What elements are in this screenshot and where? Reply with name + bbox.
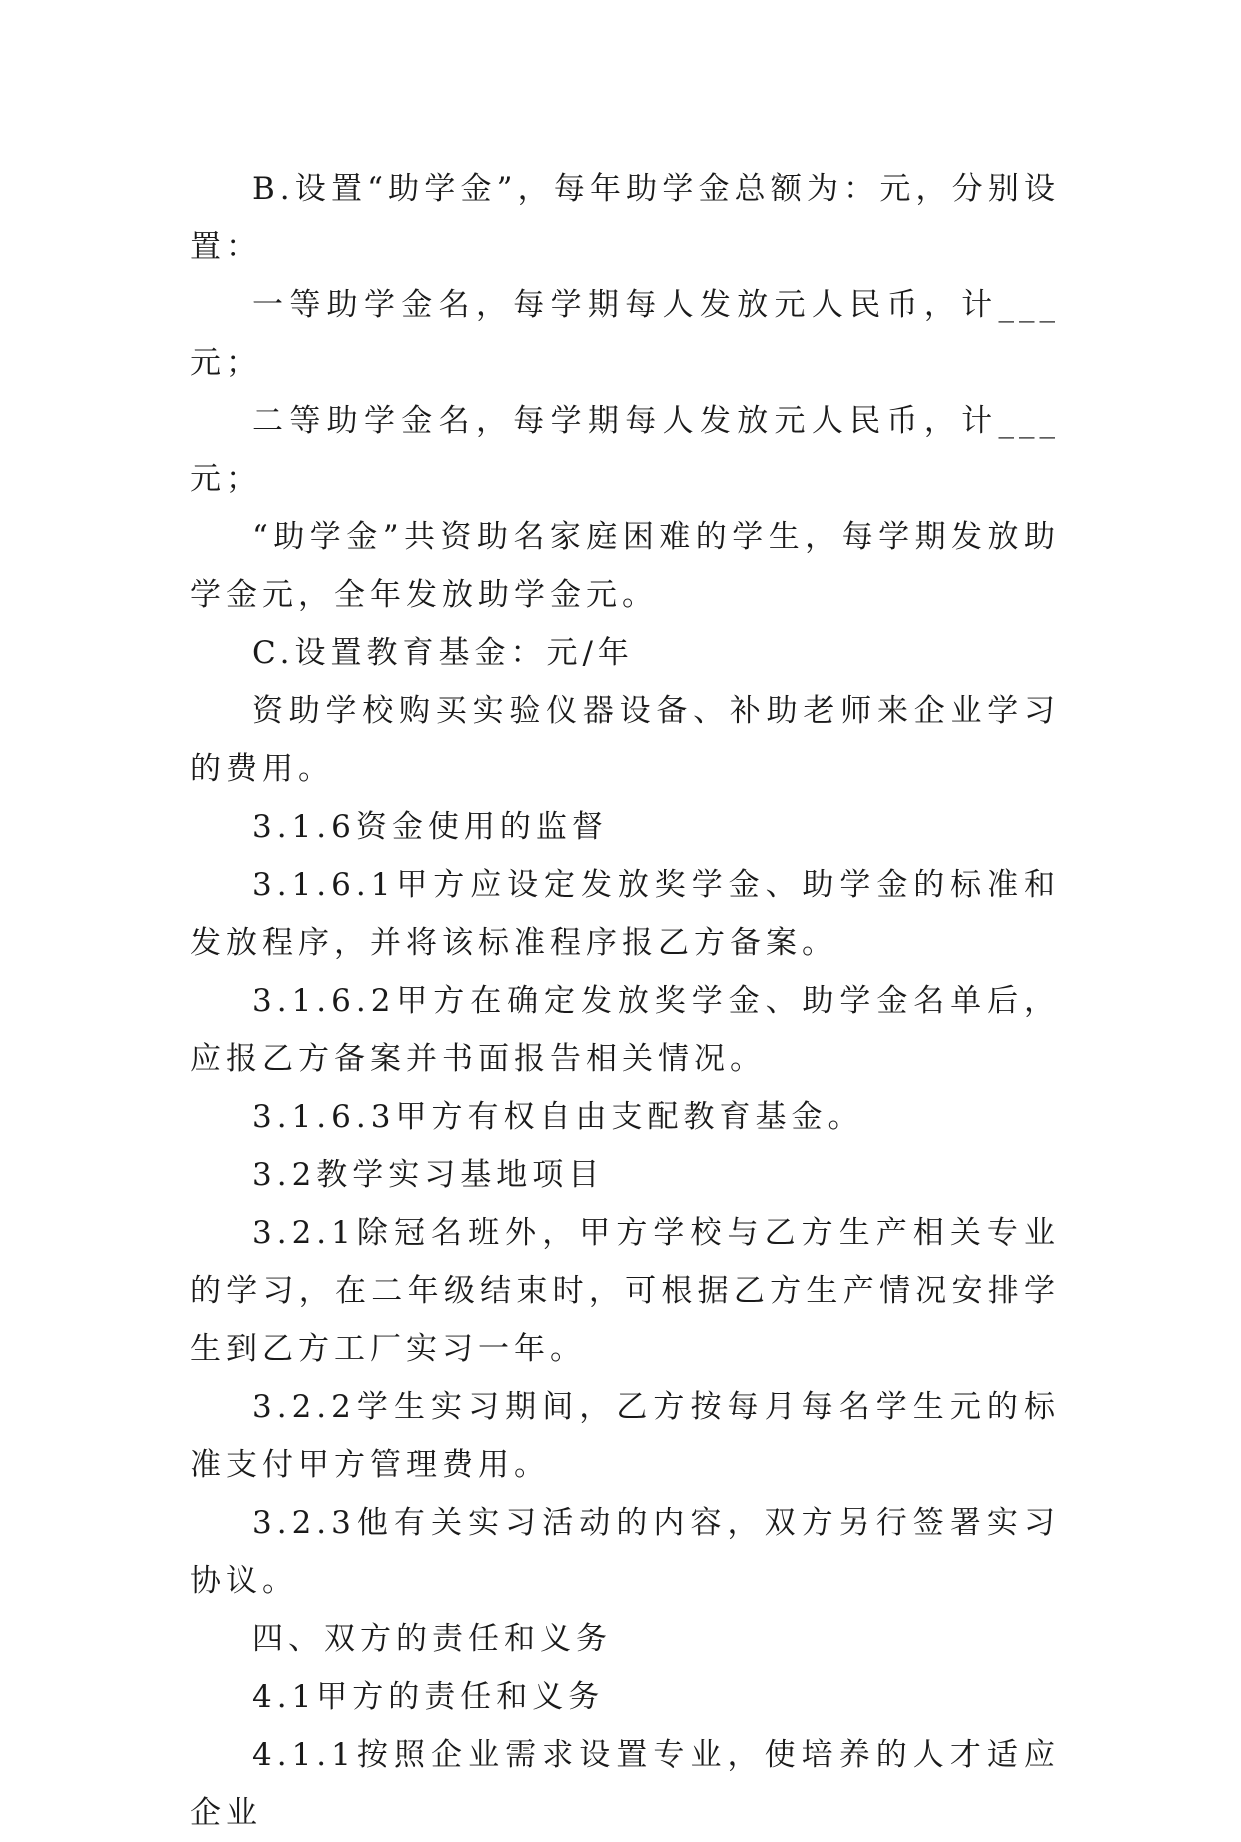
paragraph-education-fund: C.设置教育基金：元/年 (252, 635, 634, 671)
heading-4-1: 4.1甲方的责任和义务 (252, 1679, 605, 1715)
heading-3-1-6: 3.1.6资金使用的监督 (252, 809, 608, 845)
paragraph-3-2-3: 3.2.3他有关实习活动的内容，双方另行签署实习协议。 (190, 1505, 1060, 1599)
paragraph-3-2-1: 3.2.1除冠名班外，甲方学校与乙方生产相关专业的学习，在二年级结束时，可根据乙方生产情况安排学生到乙方工厂实习一年。 (190, 1215, 1060, 1367)
paragraph-4-1-1: 4.1.1按照企业需求设置专业，使培养的人才适应企业 (190, 1737, 1060, 1831)
paragraph-grant-summary: “助学金”共资助名家庭困难的学生，每学期发放助学金元，全年发放助学金元。 (190, 519, 1060, 613)
heading-3-2: 3.2教学实习基地项目 (252, 1157, 605, 1193)
paragraph-fund-usage: 资助学校购买实验仪器设备、补助老师来企业学习的费用。 (190, 693, 1060, 787)
paragraph-first-grade-grant: 一等助学金名，每学期每人发放元人民币，计___元； (190, 287, 1060, 381)
document-body (190, 160, 1060, 1842)
paragraph-3-2-2: 3.2.2学生实习期间，乙方按每月每名学生元的标准支付甲方管理费用。 (190, 1389, 1060, 1483)
heading-section-4: 四、双方的责任和义务 (252, 1621, 612, 1657)
paragraph-3-1-6-1: 3.1.6.1甲方应设定发放奖学金、助学金的标准和发放程序，并将该标准程序报乙方备案。 (190, 867, 1060, 961)
paragraph-grant-setup: B.设置“助学金”，每年助学金总额为：元，分别设置： (190, 171, 1060, 265)
paragraph-3-1-6-3: 3.1.6.3甲方有权自由支配教育基金。 (252, 1099, 864, 1135)
paragraph-second-grade-grant: 二等助学金名，每学期每人发放元人民币，计___元； (190, 403, 1060, 497)
paragraph-3-1-6-2: 3.1.6.2甲方在确定发放奖学金、助学金名单后，应报乙方备案并书面报告相关情况。 (190, 983, 1060, 1077)
